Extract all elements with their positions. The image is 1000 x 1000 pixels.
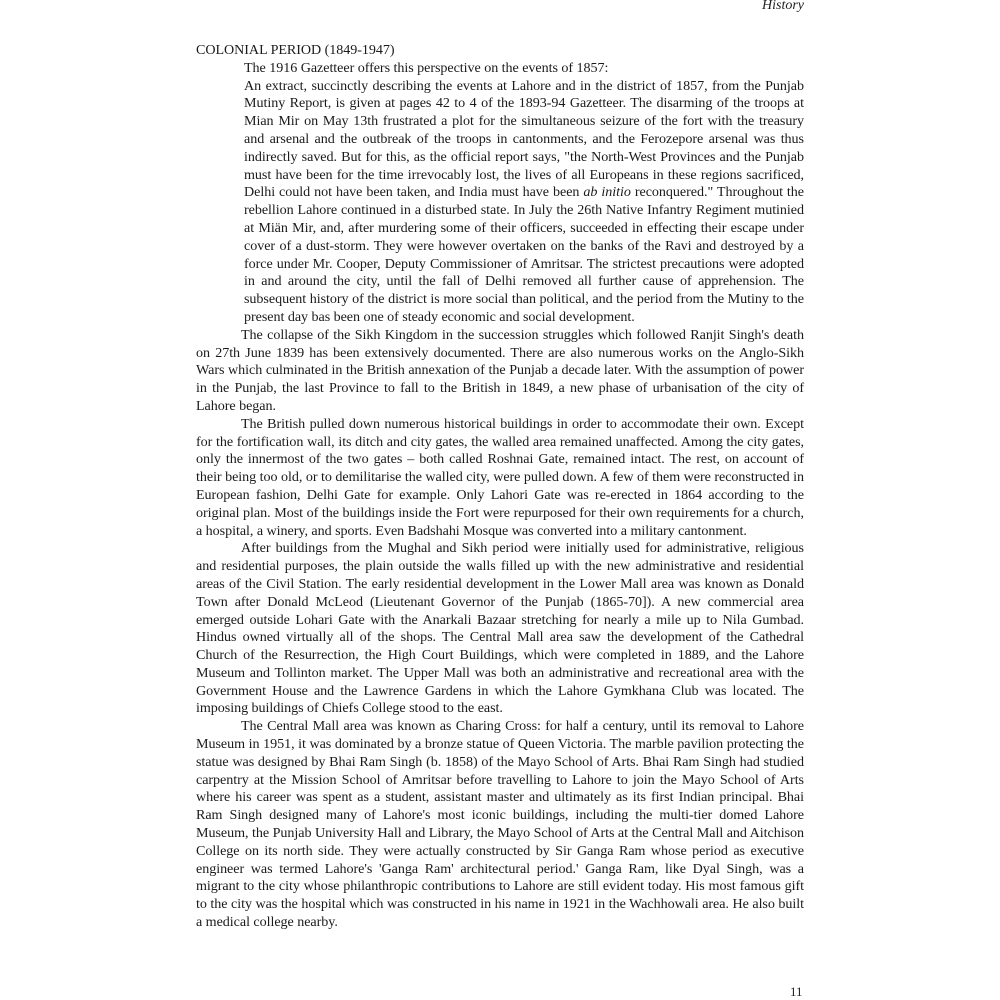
running-header: History	[762, 0, 804, 13]
extract-italic-phrase: ab initio	[583, 184, 631, 201]
extract-text-before: An extract, succinctly describing the events at Lahore and in the district of 1857, from the Punjab Mutiny Report, is given at pages 42 to 4 of the 1893-94 Gazetteer. The disarming of the troops at Mian Mir on May 13th frustrated a plot for the simultaneous seizure of the fort with the treasury and arsenal and the outbreak of the troops in cantonments, and the Ferozepore arsenal was thus indirectly saved. But for this, as the official report says, "the North-West Provinces and the Punjab must have been for the time irrevocably lost, the lives of all Europeans in these regions sacrificed, Delhi could not have been taken, and India must have been	[244, 77, 804, 201]
gazetteer-extract	[196, 78, 804, 327]
extract-text-after: reconquered." Throughout the rebellion Lahore continued in a disturbed state. In July the 26th Native Infantry Regiment mutinied at Miän Mir, and, after murdering some of their officers, succeeded in effecting their escape under cover of a dust-storm. They were however overtaken on the banks of the Ravi and destroyed by a force under Mr. Cooper, Deputy Commissioner of Amritsar. The strictest precautions were adopted in and around the city, until the fall of Delhi removed all further cause of apprehension. The subsequent history of the district is more social than political, and the period from the Mutiny to the present day bas been one of steady economic and social development.	[244, 184, 804, 325]
page-body	[196, 42, 804, 932]
page-number: 11	[790, 984, 803, 999]
paragraph-sikh-kingdom: The collapse of the Sikh Kingdom in the succession struggles which followed Ranjit Singh's death on 27th June 1839 has been extensively documented. There are also numerous works on the Anglo-Sikh Wars which culminated in the British annexation of the Punjab a decade later. With the assumption of power in the Punjab, the last Province to fall to the British in 1849, a new phase of urbanisation of the city of Lahore began.	[196, 326, 804, 414]
paragraph-british-buildings: The British pulled down numerous historical buildings in order to accommodate their own. Except for the fortification wall, its ditch and city gates, the walled area remained unaffected. Among the city gates, only the innermost of the two gates – both called Roshnai Gate, remained intact. The rest, on account of their being too old, or to demilitarise the walled city, were pulled down. A few of them were reconstructed in European fashion, Delhi Gate for example. Only Lahori Gate was re-erected in 1864 according to the original plan. Most of the buildings inside the Fort were repurposed for their own requirements for a church, a hospital, a winery, and sports. Even Badshahi Mosque was converted into a military cantonment.	[196, 415, 804, 539]
intro-line: The 1916 Gazetteer offers this perspective on the events of 1857:	[244, 59, 609, 76]
section-title: COLONIAL PERIOD (1849-1947)	[196, 42, 395, 58]
paragraph-charing-cross: The Central Mall area was known as Charing Cross: for half a century, until its removal to Lahore Museum in 1951, it was dominated by a bronze statue of Queen Victoria. The marble pavilion protecting the statue was designed by Bhai Ram Singh (b. 1858) of the Mayo School of Arts. Bhai Ram Singh had studied carpentry at the Mission School of Amritsar before travelling to Lahore to join the Mayo School of Arts where his career was spent as a student, assistant master and ultimately as its first Indian principal. Bhai Ram Singh designed many of Lahore's most iconic buildings, including the multi-tier domed Lahore Museum, the Punjab University Hall and Library, the Mayo School of Arts at the Central Mall and Aitchison College on its north side. They were actually constructed by Sir Ganga Ram whose period as executive engineer was termed Lahore's 'Ganga Ram' architectural period.' Ganga Ram, like Dyal Singh, was a migrant to the city whose philanthropic contributions to Lahore are still evident today. His most famous gift to the city was the hospital which was constructed in his name in 1921 in the Wachhowali area. He also built a medical college nearby.	[196, 718, 804, 931]
paragraph-civil-station: After buildings from the Mughal and Sikh period were initially used for administrative, religious and residential purposes, the plain outside the walls filled up with the new administrative and residential areas of the Civil Station. The early residential development in the Lower Mall area was known as Donald Town after Donald McLeod (Lieutenant Governor of the Punjab (1865-70]). A new commercial area emerged outside Lohari Gate with the Anarkali Bazaar stretching for nearly a mile up to Nila Gumbad. Hindus owned virtually all of the shops. The Central Mall area saw the development of the Cathedral Church of the Resurrection, the High Court Buildings, which were completed in 1889, and the Lahore Museum and Tollinton market. The Upper Mall was both an administrative and recreational area with the Government House and the Lawrence Gardens in which the Lahore Gymkhana Club was located. The imposing buildings of Chiefs College stood to the east.	[196, 540, 804, 717]
